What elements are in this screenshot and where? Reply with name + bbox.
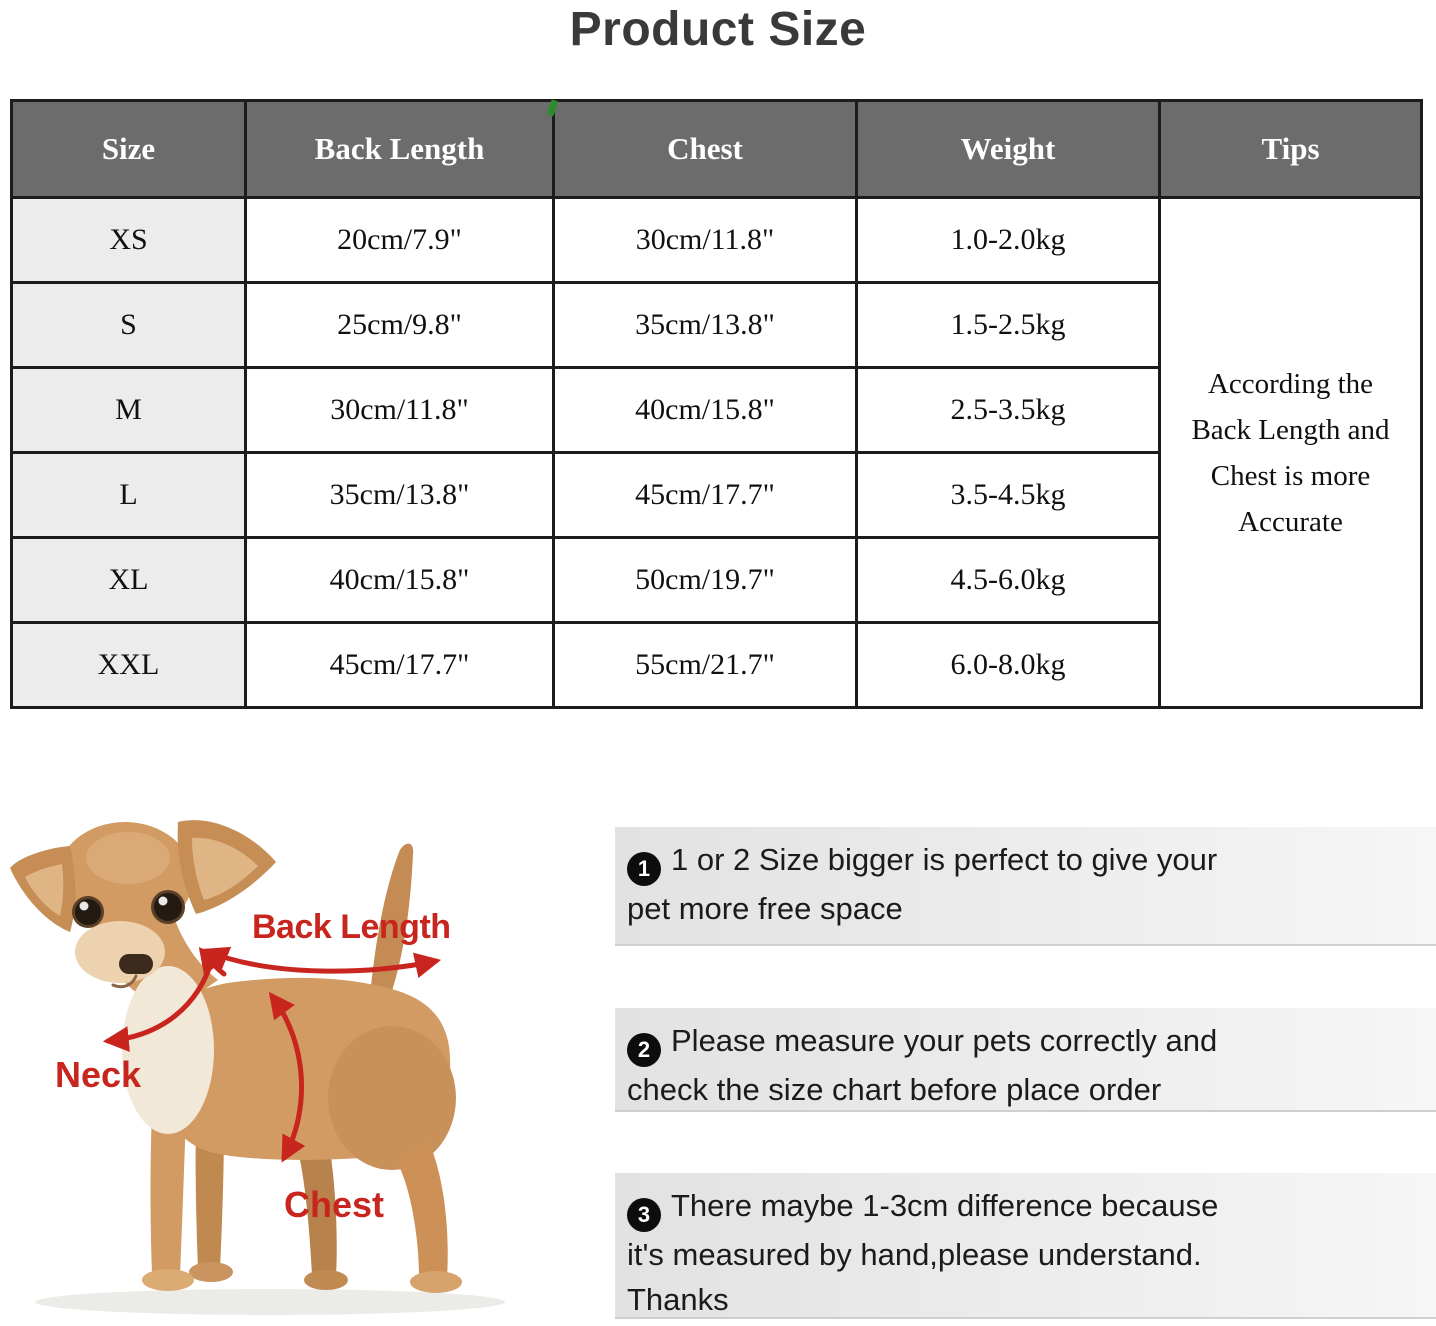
back-length-cell: 30cm/11.8" (246, 368, 554, 453)
note-2-line-2: check the size chart before place order (627, 1071, 1162, 1107)
table-header-row (12, 101, 1422, 198)
chest-label: Chest (284, 1184, 385, 1225)
tips-note-cell: According the Back Length and Chest is more Accurate (1160, 198, 1422, 708)
dog-measurement-diagram (0, 810, 600, 1326)
neck-label: Neck (55, 1054, 142, 1095)
col-header-size: Size (12, 101, 246, 198)
size-cell: XXL (12, 623, 246, 708)
chest-cell: 30cm/11.8" (554, 198, 857, 283)
size-cell: XL (12, 538, 246, 623)
back-length-cell: 45cm/17.7" (246, 623, 554, 708)
weight-cell: 4.5-6.0kg (857, 538, 1160, 623)
chest-cell: 50cm/19.7" (554, 538, 857, 623)
note-3-line-1: There maybe 1-3cm difference because (671, 1188, 1219, 1223)
col-header-tips: Tips (1160, 101, 1422, 198)
chest-cell: 45cm/17.7" (554, 453, 857, 538)
note-3-number-badge: 3 (627, 1198, 661, 1232)
chest-cell: 40cm/15.8" (554, 368, 857, 453)
note-1-line-2: pet more free space (627, 890, 903, 926)
note-3-line-2: it's measured by hand,please understand. (627, 1236, 1202, 1272)
note-2 (615, 1008, 1436, 1112)
note-1-number-badge: 1 (627, 852, 661, 886)
back-length-cell: 25cm/9.8" (246, 283, 554, 368)
weight-cell: 3.5-4.5kg (857, 453, 1160, 538)
table-row (12, 198, 1422, 283)
chest-cell: 55cm/21.7" (554, 623, 857, 708)
back-length-arrow (207, 951, 436, 971)
weight-cell: 1.5-2.5kg (857, 283, 1160, 368)
size-cell: XS (12, 198, 246, 283)
weight-cell: 1.0-2.0kg (857, 198, 1160, 283)
back-length-cell: 40cm/15.8" (246, 538, 554, 623)
back-length-cell: 35cm/13.8" (246, 453, 554, 538)
size-table (10, 99, 1423, 709)
col-header-chest: Chest (554, 101, 857, 198)
note-1-line-1: 1 or 2 Size bigger is perfect to give your (671, 842, 1218, 877)
back-length-label: Back Length (252, 908, 451, 946)
page-title: Product Size (569, 3, 867, 56)
size-cell: S (12, 283, 246, 368)
note-2-number-badge: 2 (627, 1033, 661, 1067)
note-3-line-3: Thanks (627, 1281, 729, 1317)
weight-cell: 6.0-8.0kg (857, 623, 1160, 708)
chest-cell: 35cm/13.8" (554, 283, 857, 368)
col-header-back-length: Back Length (246, 101, 554, 198)
back-length-cell: 20cm/7.9" (246, 198, 554, 283)
note-3 (615, 1173, 1436, 1319)
col-header-weight: Weight (857, 101, 1160, 198)
size-cell: M (12, 368, 246, 453)
note-2-line-1: Please measure your pets correctly and (671, 1023, 1218, 1058)
note-1 (615, 827, 1436, 946)
size-cell: L (12, 453, 246, 538)
weight-cell: 2.5-3.5kg (857, 368, 1160, 453)
